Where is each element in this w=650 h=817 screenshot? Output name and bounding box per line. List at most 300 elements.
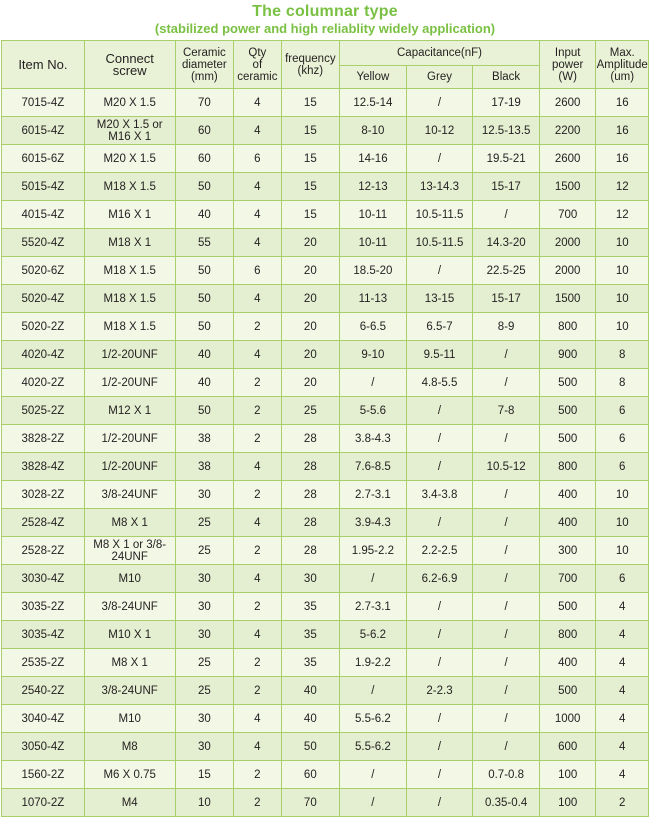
cell-qty-ceramic: 2 (234, 369, 281, 397)
cell-cap-yellow: / (340, 677, 407, 705)
cell-cap-grey: / (406, 649, 473, 677)
cell-cap-black: / (473, 593, 540, 621)
table-row (2, 509, 649, 537)
col-cap-yellow: Yellow (340, 66, 407, 89)
cell-input-power: 800 (539, 621, 596, 649)
cell-ceramic-diameter: 50 (175, 313, 234, 341)
col-connect-screw (84, 41, 175, 89)
cell-qty-ceramic: 2 (234, 313, 281, 341)
cell-max-amplitude: 4 (596, 733, 649, 761)
cell-input-power: 900 (539, 341, 596, 369)
cell-input-power: 1000 (539, 705, 596, 733)
cell-max-amplitude: 16 (596, 145, 649, 173)
cell-qty-ceramic: 4 (234, 341, 281, 369)
col-qty-ceramic (234, 41, 281, 89)
cell-qty-ceramic: 4 (234, 565, 281, 593)
cell-cap-grey: / (406, 397, 473, 425)
cell-cap-black: / (473, 705, 540, 733)
table-row (2, 201, 649, 229)
cell-item-no: 5020-4Z (2, 285, 85, 313)
cell-cap-black: 14.3-20 (473, 229, 540, 257)
cell-cap-black: / (473, 481, 540, 509)
cell-connect-screw: M12 X 1 (84, 397, 175, 425)
cell-ceramic-diameter: 60 (175, 117, 234, 145)
table-row (2, 257, 649, 285)
cell-connect-screw: 3/8-24UNF (84, 677, 175, 705)
cell-ceramic-diameter: 70 (175, 89, 234, 117)
cell-input-power: 2600 (539, 145, 596, 173)
cell-frequency: 20 (281, 257, 340, 285)
cell-max-amplitude: 8 (596, 369, 649, 397)
cell-input-power: 600 (539, 733, 596, 761)
cell-frequency: 28 (281, 453, 340, 481)
cell-cap-black: / (473, 677, 540, 705)
table-row (2, 117, 649, 145)
cell-cap-black: / (473, 649, 540, 677)
table-row (2, 593, 649, 621)
cell-item-no: 2528-4Z (2, 509, 85, 537)
cell-input-power: 400 (539, 649, 596, 677)
cell-max-amplitude: 4 (596, 761, 649, 789)
cell-cap-yellow: 3.8-4.3 (340, 425, 407, 453)
cell-cap-black: / (473, 509, 540, 537)
cell-qty-ceramic: 4 (234, 453, 281, 481)
table-row (2, 453, 649, 481)
cell-frequency: 20 (281, 285, 340, 313)
cell-ceramic-diameter: 50 (175, 173, 234, 201)
cell-item-no: 3050-4Z (2, 733, 85, 761)
cell-max-amplitude: 16 (596, 117, 649, 145)
cell-frequency: 28 (281, 481, 340, 509)
header-row-1 (2, 41, 649, 66)
cell-cap-yellow: / (340, 565, 407, 593)
table-row (2, 565, 649, 593)
cell-ceramic-diameter: 60 (175, 145, 234, 173)
cell-item-no: 3035-4Z (2, 621, 85, 649)
cell-frequency: 15 (281, 117, 340, 145)
cell-cap-black: / (473, 425, 540, 453)
cell-frequency: 20 (281, 341, 340, 369)
col-input-power-line1: Input (554, 46, 581, 59)
cell-qty-ceramic: 2 (234, 789, 281, 817)
cell-cap-grey: 6.5-7 (406, 313, 473, 341)
cell-max-amplitude: 10 (596, 257, 649, 285)
cell-frequency: 28 (281, 425, 340, 453)
col-frequency-line1: frequency (285, 52, 336, 65)
cell-cap-yellow: 5.5-6.2 (340, 705, 407, 733)
cell-cap-black: 0.35-0.4 (473, 789, 540, 817)
cell-ceramic-diameter: 38 (175, 453, 234, 481)
cell-cap-yellow: / (340, 789, 407, 817)
cell-input-power: 500 (539, 677, 596, 705)
cell-max-amplitude: 10 (596, 509, 649, 537)
cell-frequency: 25 (281, 397, 340, 425)
cell-item-no: 6015-6Z (2, 145, 85, 173)
cell-item-no: 5025-2Z (2, 397, 85, 425)
col-item-no: Item No. (2, 41, 85, 89)
cell-frequency: 40 (281, 677, 340, 705)
table-row (2, 397, 649, 425)
cell-input-power: 500 (539, 593, 596, 621)
cell-input-power: 300 (539, 537, 596, 565)
col-ceramic-diameter-line1: Ceramic (182, 46, 226, 59)
table-row (2, 677, 649, 705)
table-row (2, 789, 649, 817)
cell-ceramic-diameter: 30 (175, 481, 234, 509)
cell-input-power: 1500 (539, 173, 596, 201)
cell-cap-grey: / (406, 761, 473, 789)
cell-qty-ceramic: 2 (234, 677, 281, 705)
cell-cap-yellow: 12-13 (340, 173, 407, 201)
cell-connect-screw: 1/2-20UNF (84, 453, 175, 481)
cell-ceramic-diameter: 30 (175, 705, 234, 733)
cell-cap-black: 22.5-25 (473, 257, 540, 285)
cell-frequency: 20 (281, 369, 340, 397)
col-input-power-line3: (W) (558, 70, 577, 83)
col-input-power-line2: power (552, 58, 584, 71)
cell-cap-black: 15-17 (473, 285, 540, 313)
cell-connect-screw: M18 X 1.5 (84, 285, 175, 313)
cell-qty-ceramic: 4 (234, 733, 281, 761)
cell-connect-screw: 1/2-20UNF (84, 425, 175, 453)
cell-cap-yellow: 2.7-3.1 (340, 593, 407, 621)
cell-max-amplitude: 6 (596, 425, 649, 453)
cell-qty-ceramic: 2 (234, 761, 281, 789)
cell-qty-ceramic: 4 (234, 705, 281, 733)
col-qty-line2: of (252, 58, 263, 71)
cell-qty-ceramic: 4 (234, 117, 281, 145)
cell-cap-black: / (473, 621, 540, 649)
cell-input-power: 500 (539, 425, 596, 453)
cell-cap-yellow: 8-10 (340, 117, 407, 145)
cell-qty-ceramic: 4 (234, 173, 281, 201)
cell-input-power: 400 (539, 481, 596, 509)
cell-frequency: 28 (281, 509, 340, 537)
col-connect-screw-line1: Connect (105, 50, 154, 66)
cell-item-no: 3828-2Z (2, 425, 85, 453)
cell-connect-screw: 1/2-20UNF (84, 341, 175, 369)
cell-cap-black: / (473, 369, 540, 397)
cell-frequency: 15 (281, 145, 340, 173)
cell-ceramic-diameter: 30 (175, 733, 234, 761)
cell-qty-ceramic: 4 (234, 229, 281, 257)
cell-cap-grey: 2.2-2.5 (406, 537, 473, 565)
cell-cap-grey: / (406, 257, 473, 285)
title-block (0, 0, 650, 40)
col-qty-line3: ceramic (237, 70, 278, 83)
cell-max-amplitude: 2 (596, 789, 649, 817)
cell-cap-yellow: 18.5-20 (340, 257, 407, 285)
cell-item-no: 1560-2Z (2, 761, 85, 789)
col-max-amplitude (596, 41, 649, 89)
cell-qty-ceramic: 4 (234, 285, 281, 313)
cell-connect-screw: M18 X 1.5 (84, 257, 175, 285)
cell-input-power: 100 (539, 789, 596, 817)
table-row (2, 425, 649, 453)
cell-qty-ceramic: 6 (234, 145, 281, 173)
col-input-power (539, 41, 596, 89)
cell-ceramic-diameter: 10 (175, 789, 234, 817)
col-ceramic-diameter-line3: (mm) (190, 70, 218, 83)
table-row (2, 537, 649, 565)
cell-item-no: 6015-4Z (2, 117, 85, 145)
cell-ceramic-diameter: 30 (175, 593, 234, 621)
table-row (2, 649, 649, 677)
cell-max-amplitude: 10 (596, 229, 649, 257)
cell-connect-screw: 1/2-20UNF (84, 369, 175, 397)
cell-max-amplitude: 10 (596, 285, 649, 313)
cell-qty-ceramic: 4 (234, 201, 281, 229)
cell-cap-grey: / (406, 621, 473, 649)
cell-max-amplitude: 4 (596, 621, 649, 649)
cell-input-power: 700 (539, 565, 596, 593)
cell-ceramic-diameter: 50 (175, 257, 234, 285)
cell-cap-yellow: 9-10 (340, 341, 407, 369)
cell-item-no: 3030-4Z (2, 565, 85, 593)
cell-ceramic-diameter: 40 (175, 341, 234, 369)
cell-frequency: 70 (281, 789, 340, 817)
cell-connect-screw: M4 (84, 789, 175, 817)
cell-frequency: 35 (281, 621, 340, 649)
cell-cap-grey: 13-15 (406, 285, 473, 313)
cell-item-no: 4020-2Z (2, 369, 85, 397)
cell-connect-screw: 3/8-24UNF (84, 593, 175, 621)
cell-cap-grey: / (406, 705, 473, 733)
cell-input-power: 2000 (539, 257, 596, 285)
cell-cap-grey: 10.5-11.5 (406, 201, 473, 229)
cell-frequency: 20 (281, 313, 340, 341)
cell-cap-grey: / (406, 89, 473, 117)
col-cap-black: Black (473, 66, 540, 89)
cell-frequency: 28 (281, 537, 340, 565)
table-row (2, 89, 649, 117)
cell-item-no: 3828-4Z (2, 453, 85, 481)
cell-item-no: 5020-6Z (2, 257, 85, 285)
cell-max-amplitude: 8 (596, 341, 649, 369)
cell-frequency: 30 (281, 565, 340, 593)
cell-max-amplitude: 10 (596, 537, 649, 565)
cell-item-no: 2528-2Z (2, 537, 85, 565)
cell-cap-grey: 10.5-11.5 (406, 229, 473, 257)
table-row (2, 705, 649, 733)
page-subtitle: (stabilized power and high reliablity widely application) (154, 21, 496, 36)
cell-input-power: 500 (539, 397, 596, 425)
cell-max-amplitude: 4 (596, 593, 649, 621)
cell-frequency: 60 (281, 761, 340, 789)
cell-connect-screw: M20 X 1.5 (84, 145, 175, 173)
cell-frequency: 15 (281, 173, 340, 201)
cell-cap-yellow: 11-13 (340, 285, 407, 313)
cell-cap-grey: / (406, 733, 473, 761)
cell-cap-yellow: 5.5-6.2 (340, 733, 407, 761)
cell-cap-grey: 3.4-3.8 (406, 481, 473, 509)
table-row (2, 229, 649, 257)
table-row (2, 285, 649, 313)
cell-ceramic-diameter: 15 (175, 761, 234, 789)
cell-connect-screw: M20 X 1.5 (84, 89, 175, 117)
cell-item-no: 5015-4Z (2, 173, 85, 201)
cell-connect-screw: M10 (84, 565, 175, 593)
cell-frequency: 50 (281, 733, 340, 761)
cell-max-amplitude: 12 (596, 173, 649, 201)
cell-max-amplitude: 12 (596, 201, 649, 229)
cell-qty-ceramic: 2 (234, 481, 281, 509)
col-max-amplitude-line2: Amplitude (596, 58, 648, 71)
cell-cap-yellow: 2.7-3.1 (340, 481, 407, 509)
cell-input-power: 2200 (539, 117, 596, 145)
cell-item-no: 2540-2Z (2, 677, 85, 705)
cell-connect-screw: M8 (84, 733, 175, 761)
col-max-amplitude-line3: (um) (610, 70, 635, 83)
table-row (2, 733, 649, 761)
table-row (2, 313, 649, 341)
table-row (2, 369, 649, 397)
cell-max-amplitude: 10 (596, 481, 649, 509)
cell-connect-screw: M8 X 1 (84, 509, 175, 537)
cell-ceramic-diameter: 30 (175, 621, 234, 649)
cell-frequency: 20 (281, 229, 340, 257)
cell-item-no: 5020-2Z (2, 313, 85, 341)
cell-cap-black: 7-8 (473, 397, 540, 425)
cell-ceramic-diameter: 55 (175, 229, 234, 257)
cell-connect-screw: M18 X 1 (84, 229, 175, 257)
table-row (2, 761, 649, 789)
cell-cap-black: 17-19 (473, 89, 540, 117)
cell-ceramic-diameter: 50 (175, 285, 234, 313)
table-row (2, 621, 649, 649)
cell-qty-ceramic: 2 (234, 425, 281, 453)
cell-cap-grey: / (406, 453, 473, 481)
cell-max-amplitude: 4 (596, 677, 649, 705)
table-body (2, 89, 649, 817)
cell-input-power: 800 (539, 453, 596, 481)
cell-cap-yellow: 6-6.5 (340, 313, 407, 341)
cell-item-no: 7015-4Z (2, 89, 85, 117)
cell-input-power: 2600 (539, 89, 596, 117)
cell-connect-screw: M10 (84, 705, 175, 733)
cell-cap-grey: / (406, 789, 473, 817)
cell-max-amplitude: 6 (596, 453, 649, 481)
cell-item-no: 3028-2Z (2, 481, 85, 509)
cell-connect-screw: M16 X 1 (84, 201, 175, 229)
cell-cap-grey: 6.2-6.9 (406, 565, 473, 593)
cell-ceramic-diameter: 25 (175, 649, 234, 677)
cell-cap-grey: 9.5-11 (406, 341, 473, 369)
cell-item-no: 3040-4Z (2, 705, 85, 733)
cell-cap-grey: / (406, 509, 473, 537)
cell-cap-yellow: 10-11 (340, 201, 407, 229)
cell-cap-yellow: 7.6-8.5 (340, 453, 407, 481)
cell-ceramic-diameter: 40 (175, 369, 234, 397)
cell-max-amplitude: 10 (596, 313, 649, 341)
cell-cap-grey: 10-12 (406, 117, 473, 145)
cell-max-amplitude: 16 (596, 89, 649, 117)
cell-input-power: 2000 (539, 229, 596, 257)
cell-frequency: 15 (281, 89, 340, 117)
col-ceramic-diameter-line2: diameter (181, 58, 227, 71)
cell-cap-black: 15-17 (473, 173, 540, 201)
cell-cap-black: / (473, 201, 540, 229)
cell-qty-ceramic: 6 (234, 257, 281, 285)
cell-cap-yellow: 5-5.6 (340, 397, 407, 425)
cell-ceramic-diameter: 38 (175, 425, 234, 453)
cell-connect-screw: M10 X 1 (84, 621, 175, 649)
cell-cap-yellow: 5-6.2 (340, 621, 407, 649)
cell-cap-black: 8-9 (473, 313, 540, 341)
cell-max-amplitude: 4 (596, 705, 649, 733)
cell-cap-yellow: / (340, 761, 407, 789)
table-row (2, 145, 649, 173)
cell-cap-grey: 4.8-5.5 (406, 369, 473, 397)
cell-ceramic-diameter: 40 (175, 201, 234, 229)
cell-connect-screw: M6 X 0.75 (84, 761, 175, 789)
cell-cap-black: / (473, 733, 540, 761)
cell-item-no: 1070-2Z (2, 789, 85, 817)
cell-input-power: 800 (539, 313, 596, 341)
col-frequency-line2: (khz) (297, 64, 324, 77)
cell-max-amplitude: 6 (596, 565, 649, 593)
cell-cap-grey: / (406, 593, 473, 621)
cell-cap-grey: 13-14.3 (406, 173, 473, 201)
cell-connect-screw: M8 X 1 or 3/8-24UNF (84, 537, 175, 565)
cell-frequency: 40 (281, 705, 340, 733)
cell-input-power: 100 (539, 761, 596, 789)
table-head (2, 41, 649, 89)
cell-cap-yellow: 1.9-2.2 (340, 649, 407, 677)
cell-qty-ceramic: 4 (234, 621, 281, 649)
cell-cap-grey: / (406, 425, 473, 453)
cell-input-power: 500 (539, 369, 596, 397)
cell-ceramic-diameter: 25 (175, 677, 234, 705)
col-connect-screw-line2: screw (112, 62, 147, 78)
specification-table (1, 40, 649, 817)
cell-item-no: 4015-4Z (2, 201, 85, 229)
cell-cap-black: 10.5-12 (473, 453, 540, 481)
cell-item-no: 2535-2Z (2, 649, 85, 677)
cell-qty-ceramic: 4 (234, 509, 281, 537)
cell-connect-screw: M8 X 1 (84, 649, 175, 677)
cell-qty-ceramic: 4 (234, 89, 281, 117)
cell-ceramic-diameter: 25 (175, 537, 234, 565)
cell-cap-black: / (473, 341, 540, 369)
cell-connect-screw: M20 X 1.5 or M16 X 1 (84, 117, 175, 145)
cell-ceramic-diameter: 25 (175, 509, 234, 537)
cell-cap-yellow: 1.95-2.2 (340, 537, 407, 565)
cell-cap-black: / (473, 537, 540, 565)
cell-connect-screw: 3/8-24UNF (84, 481, 175, 509)
cell-cap-yellow: 12.5-14 (340, 89, 407, 117)
cell-qty-ceramic: 2 (234, 649, 281, 677)
table-row (2, 481, 649, 509)
table-row (2, 341, 649, 369)
cell-frequency: 35 (281, 649, 340, 677)
cell-ceramic-diameter: 50 (175, 397, 234, 425)
col-frequency (281, 41, 340, 89)
cell-item-no: 3035-2Z (2, 593, 85, 621)
cell-cap-black: 0.7-0.8 (473, 761, 540, 789)
cell-cap-yellow: / (340, 369, 407, 397)
table-row (2, 173, 649, 201)
cell-cap-black: 12.5-13.5 (473, 117, 540, 145)
cell-cap-grey: 2-2.3 (406, 677, 473, 705)
col-ceramic-diameter (175, 41, 234, 89)
cell-cap-grey: / (406, 145, 473, 173)
cell-item-no: 4020-4Z (2, 341, 85, 369)
col-capacitance-group: Capacitance(nF) (340, 41, 540, 66)
cell-cap-yellow: 14-16 (340, 145, 407, 173)
cell-cap-yellow: 3.9-4.3 (340, 509, 407, 537)
col-cap-grey: Grey (406, 66, 473, 89)
